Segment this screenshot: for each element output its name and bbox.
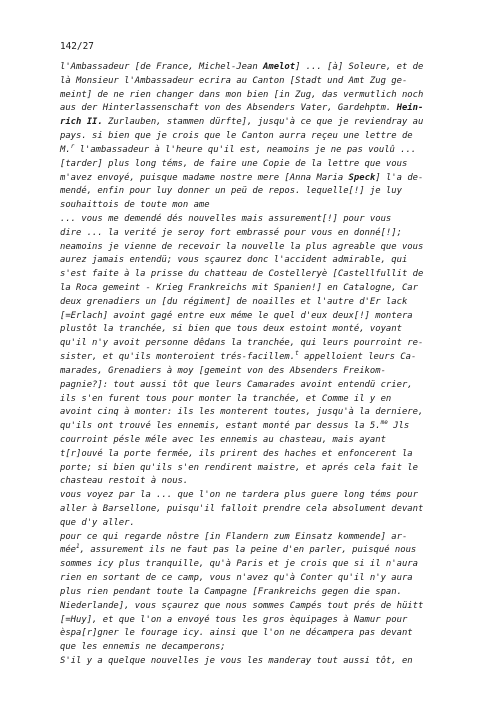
text-line [60, 323, 460, 337]
text-segment: deux grenadiers un [du régiment] de noailles et l'autre d'Er lack [60, 296, 408, 307]
text-line [60, 475, 460, 489]
text-line [60, 268, 460, 282]
text-line [60, 503, 460, 517]
text-line [60, 102, 460, 116]
text-segment: m'avez envoyé, puisque madame nostre mere [Anna Maria [60, 172, 349, 183]
text-line [60, 462, 460, 476]
text-segment: Zurlauben, stammen dürfte], jusqu'à ce que je reviendray au [102, 117, 424, 128]
text-segment: aller à Barsellone, puisqu'il falloit prendre cela absolument devant [60, 504, 424, 514]
text-segment: chasteau restoit à nous. [60, 476, 189, 487]
text-line [60, 89, 460, 103]
text-segment: porte; si bien qu'ils s'en rendirent maistre, et aprés cela fait le [60, 462, 418, 473]
text-line [60, 393, 460, 407]
text-segment: l'ambassadeur à l'heure qu'il est, neamoins je ne pas voulû ... [74, 144, 417, 155]
text-segment: èspa[r]gner le fourage icy. ainsi que l'on ne décampera pas devant [60, 628, 413, 639]
text-line [60, 489, 460, 503]
text-segment: t[r]ouvé la porte fermée, ils prirent des haches et enfoncerent la [60, 448, 413, 459]
text-segment: que d'y aller. [60, 517, 135, 528]
text-line [60, 199, 460, 213]
text-line [60, 213, 460, 227]
text-line [60, 600, 460, 614]
text-line [60, 365, 460, 379]
text-line [60, 641, 460, 655]
text-line [60, 434, 460, 448]
text-segment: avoint cinq à monter: ils les monterent toutes, jusqu'à la derniere, [60, 407, 424, 418]
superscript: 1 [76, 543, 80, 551]
text-line [60, 351, 460, 365]
text-segment: pour ce qui regarde nôstre [in Flandern zum Einsatz kommende] ar- [60, 531, 408, 542]
text-line [60, 144, 460, 158]
superscript: r [70, 142, 75, 150]
text-segment: vous voyez par la ... que l'on ne tardera plus guere long téms pour [60, 490, 418, 501]
text-segment: ] ... [à] Soleure, et de [295, 62, 424, 72]
text-line [60, 448, 460, 462]
letter-transcription [60, 61, 460, 669]
text-line [60, 406, 460, 420]
text-segment: M. [60, 144, 71, 155]
text-segment: courroint pésle méle avec les ennemis au chasteau, mais ayant [60, 434, 386, 445]
text-line [60, 627, 460, 641]
text-line [60, 586, 460, 600]
text-segment: , assurement ils ne faut pas la peine d'en parler, puisqué nous [79, 545, 417, 556]
text-segment: [tarder] plus long téms, de faire une Copie de la lettre que vous [60, 158, 408, 169]
text-line [60, 614, 460, 628]
text-segment: aurez jamais entendü; vous sçaurez donc l'accident admirable, qui [60, 255, 408, 266]
text-segment: meint] de ne rien changer dans mon bien [in Zug, das vermutlich noch [60, 89, 424, 100]
text-line [60, 310, 460, 324]
text-segment: qu'il n'y avoit personne dêdans la tranchée, qui leurs pourroint re- [60, 338, 424, 349]
text-line [60, 420, 460, 434]
text-line [60, 241, 460, 255]
text-line [60, 544, 460, 558]
text-segment: sommes icy plus tranquille, qu'à Paris et je crois que si il n'aura [60, 559, 418, 570]
text-segment: plustôt la tranchée, si bien que tous deux estoint monté, voyant [60, 324, 402, 335]
text-segment: neamoins je vienne de recevoir la nouvelle la plus agreable que vous [60, 241, 424, 252]
text-line [60, 116, 460, 130]
page-number: 142/27 [60, 41, 94, 52]
text-line [60, 558, 460, 572]
text-line [60, 75, 460, 89]
text-segment: qu'ils ont trouvé les ennemis, estant monté par dessus la 5. [60, 421, 381, 432]
text-line [60, 130, 460, 144]
text-line [60, 531, 460, 545]
text-segment: la Roca gemeint - Krieg Frankreichs mit Spanien!] en Catalogne, Car [60, 283, 418, 293]
text-segment: sister, et qu'ils monteroient trés-facillem. [60, 352, 296, 363]
text-segment: [=Erlach] avoint gagé entre eux méme le quel d'eux deux[!] montera [60, 310, 413, 321]
text-segment: ] l'a de- [375, 172, 424, 183]
text-segment: S'il y a quelque nouvelles je vous les manderay tout aussi tôt, en [60, 655, 413, 666]
name-emphasis: Speck [348, 172, 376, 183]
superscript: me [380, 419, 388, 427]
text-segment: pays. si bien que je crois que le Canton aurra reçeu une lettre de [60, 131, 413, 142]
name-emphasis: rich II. [60, 117, 103, 128]
text-line [60, 254, 460, 268]
text-segment: l'Ambassadeur [de France, Michel-Jean [60, 62, 264, 72]
text-line [60, 172, 460, 186]
text-segment: [=Huy], et que l'on a envoyé tous les gros èquipages à Namur pour [60, 614, 408, 625]
text-segment: mée [60, 545, 77, 556]
text-line [60, 517, 460, 531]
text-segment: aus der Hinterlassenschaft von des Absenders Vater, Gardehptm. [60, 103, 397, 114]
text-line [60, 227, 460, 241]
text-segment: mendé, enfin pour luy donner un peü de repos. lequelle[!] je luy [60, 186, 402, 197]
text-segment: plus rien pendant toute la Campagne [Frankreichs gegen die span. [60, 586, 402, 597]
text-line [60, 282, 460, 296]
text-segment: dire ... la verité je seroy fort embrassé pour vous en donné[!]; [60, 227, 402, 238]
text-segment: ils s'en furent tous pour monter la tranchée, et Comme il y en [60, 393, 392, 404]
text-segment: rien en sortant de ce camp, vous n'avez qu'à Conter qu'il n'y aura [60, 573, 413, 584]
text-line [60, 296, 460, 310]
text-line [60, 572, 460, 586]
text-line [60, 379, 460, 393]
text-line [60, 337, 460, 351]
text-segment: souhaittois de toute mon ame [60, 200, 210, 211]
text-line [60, 158, 460, 172]
text-segment: pagnie?]: tout aussi tôt que leurs Camarades avoint entendü crier, [60, 379, 413, 390]
superscript: t [295, 350, 299, 358]
text-segment: s'est faite à la prisse du chatteau de Costelleryè [Castellfullit de [60, 269, 424, 280]
text-segment: marades, Grenadiers à moy [gemeint von des Absenders Freikom- [60, 365, 386, 376]
name-emphasis: Hein- [396, 103, 424, 114]
text-segment: que les ennemis ne decamperons; [60, 642, 226, 653]
text-segment: Jls [387, 421, 410, 432]
text-segment: appelloient leurs Ca- [298, 352, 417, 363]
text-line [60, 61, 460, 75]
name-emphasis: Amelot [263, 62, 296, 72]
text-line [60, 655, 460, 669]
text-line [60, 185, 460, 199]
text-segment: ... vous me demendé dés nouvelles mais assurement[!] pour vous [60, 213, 392, 224]
text-segment: là Monsieur l'Ambassadeur ecrira au Canton [Stadt und Amt Zug ge- [60, 75, 408, 86]
text-segment: Niederlande], vous sçaurez que nous sommes Campés tout prés de hüitt [60, 600, 424, 611]
